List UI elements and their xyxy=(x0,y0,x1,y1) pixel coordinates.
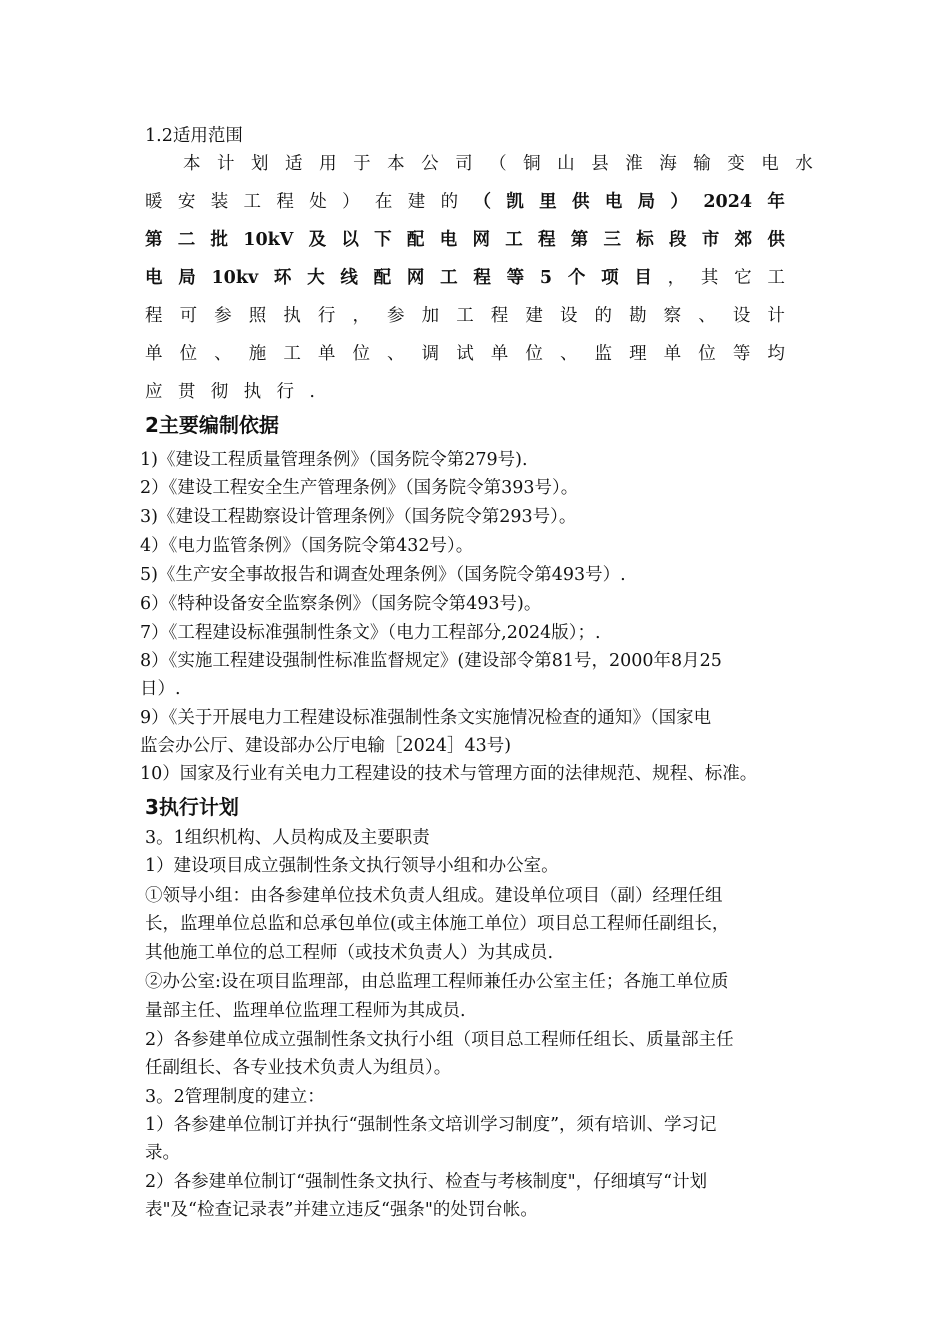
basis-line: 10）国家及行业有关电力工程建设的技术与管理方面的法律规范、规程、标准。 xyxy=(140,764,758,784)
scope-line-2 xyxy=(145,190,815,214)
basis-line: 9）《关于开展电力工程建设标准强制性条文实施情况检查的通知》（国家电 xyxy=(140,708,712,728)
plan-line: 1）建设项目成立强制性条文执行领导小组和办公室。 xyxy=(145,856,559,876)
basis-line: 6）《特种设备安全监察条例》（国务院令第493号)。 xyxy=(140,594,542,614)
plan-line: 量部主任、监理单位监理工程师为其成员. xyxy=(145,1001,466,1021)
basis-line: 3)《建设工程勘察设计管理条例》（国务院令第293号）。 xyxy=(140,507,577,527)
plan-line: 3。2管理制度的建立： xyxy=(145,1087,325,1107)
plan-line: 1）各参建单位制订并执行“强制性条文培训学习制度”，须有培训、学习记 xyxy=(145,1115,717,1135)
scope-line-5-text: 程 可 参 照 执 行 ， 参 加 工 程 建 设 的 勘 察 、 设 计 xyxy=(145,306,785,326)
plan-line: 2）各参建单位制订“强制性条文执行、检查与考核制度"，仔细填写“计划 xyxy=(145,1172,708,1192)
scope-line-6-text: 单 位 、 施 工 单 位 、 调 试 单 位 、 监 理 单 位 等 均 xyxy=(145,344,785,364)
scope-line-3-text: 第 二 批 10kV 及 以 下 配 电 网 工 程 第 三 标 段 市 郊 供 xyxy=(145,230,785,250)
basis-line: 7）《工程建设标准强制性条文》（电力工程部分,2024版）；. xyxy=(140,623,601,643)
plan-line: 表"及“检查记录表”并建立违反“强条"的处罚台帐。 xyxy=(145,1200,538,1220)
scope-line-4 xyxy=(145,266,815,290)
plan-line: 3。1组织机构、人员构成及主要职责 xyxy=(145,828,430,848)
basis-line: 8）《实施工程建设强制性标准监督规定》(建设部令第81号，2000年8月25 xyxy=(140,651,722,671)
plan-line: 其他施工单位的总工程师（或技术负责人）为其成员. xyxy=(145,943,554,963)
basis-line: 监会办公厅、建设部办公厅电输［2024］43号) xyxy=(140,736,512,756)
basis-line: 4）《电力监管条例》（国务院令第432号）。 xyxy=(140,536,474,556)
scope-line-1-text: 本 计 划 适 用 于 本 公 司 （ 铜 山 县 淮 海 输 变 电 水 xyxy=(183,154,813,174)
basis-line: 日）. xyxy=(140,679,181,699)
section-2-title: 2主要编制依据 xyxy=(145,413,279,437)
basis-line: 2）《建设工程安全生产管理条例》（国务院令第393号）。 xyxy=(140,478,579,498)
plan-line: 任副组长、各专业技术负责人为组员）。 xyxy=(145,1058,452,1078)
section-3-title: 3执行计划 xyxy=(145,795,239,819)
scope-line-4-text: 电 局 10kv 环 大 线 配 网 工 程 等 5 个 项 目 ， 其 它 工 xyxy=(145,268,785,288)
basis-line: 5)《生产安全事故报告和调查处理条例》（国务院令第493号）. xyxy=(140,565,626,585)
plan-line: 录。 xyxy=(145,1143,180,1163)
basis-line: 1)《建设工程质量管理条例》（国务院令第279号). xyxy=(140,450,528,470)
scope-line-1 xyxy=(145,152,815,176)
section-1-2-title: 1.2适用范围 xyxy=(145,126,243,146)
scope-line-3 xyxy=(145,228,815,252)
scope-line-6 xyxy=(145,342,815,366)
scope-line-7-text: 应 贯 彻 执 行 . xyxy=(145,382,315,402)
scope-line-7 xyxy=(145,380,815,404)
plan-line: 长，监理单位总监和总承包单位(或主体施工单位）项目总工程师任副组长， xyxy=(145,914,730,934)
scope-line-2-text: 暖 安 装 工 程 处 ） 在 建 的 （ 凯 里 供 电 局 ） 2024 年 xyxy=(145,192,785,212)
plan-line: 2）各参建单位成立强制性条文执行小组（项目总工程师任组长、质量部主任 xyxy=(145,1030,734,1050)
plan-line: ①领导小组：由各参建单位技术负责人组成。建设单位项目（副）经理任组 xyxy=(145,886,723,906)
scope-line-5 xyxy=(145,304,815,328)
plan-line: ②办公室:设在项目监理部，由总监理工程师兼任办公室主任；各施工单位质 xyxy=(145,972,729,992)
